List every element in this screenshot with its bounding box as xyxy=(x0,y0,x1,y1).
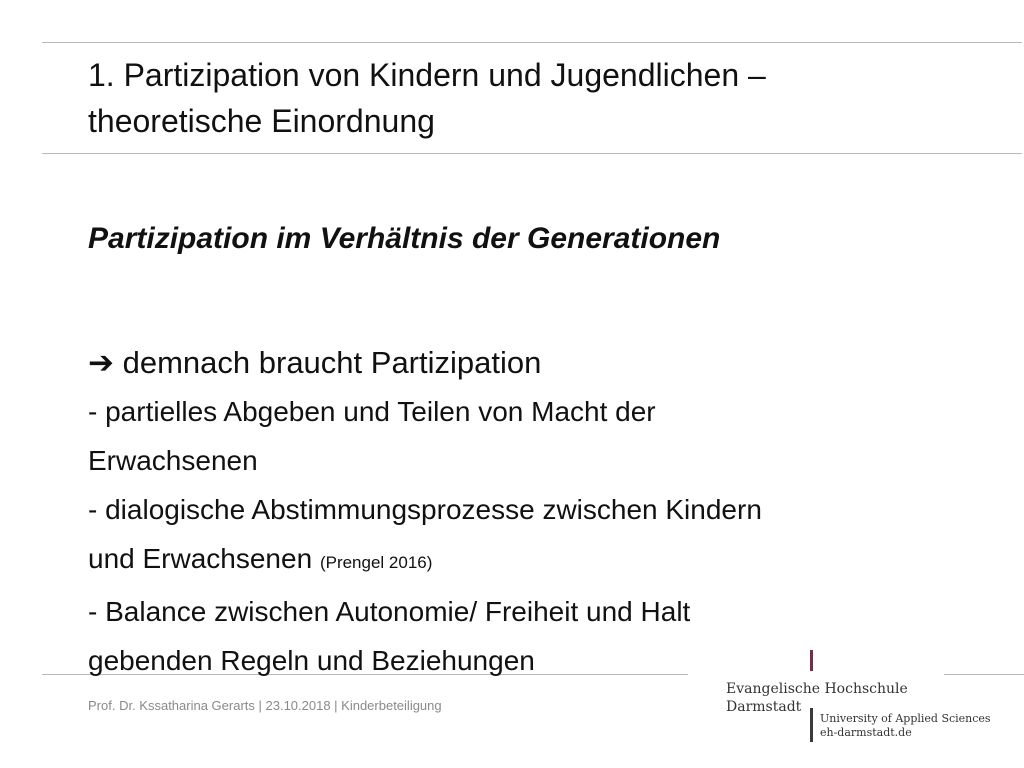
bullet-1-line2: Erwachsenen xyxy=(88,445,258,476)
logo-sub-line2: eh-darmstadt.de xyxy=(820,726,912,739)
bullet-1-line1: - partielles Abgeben und Teilen von Macht der xyxy=(88,396,656,427)
logo-subline xyxy=(820,712,991,740)
bullet-3-line2: gebenden Regeln und Beziehungen xyxy=(88,645,535,676)
logo-name-line1: Evangelische Hochschule xyxy=(726,681,908,697)
bullet-1 xyxy=(88,387,948,485)
logo-accent-bar xyxy=(810,650,813,671)
bullet-2-line2: und Erwachsenen xyxy=(88,543,313,574)
logo-sub-line1: University of Applied Sciences xyxy=(820,712,991,725)
citation: (Prengel 2016) xyxy=(319,553,433,572)
logo-divider-bar xyxy=(810,708,813,742)
slide-subheading: Partizipation im Verhältnis der Generationen xyxy=(88,222,721,255)
footer-text: Prof. Dr. Kssatharina Gerarts | 23.10.2018 | Kinderbeteiligung xyxy=(88,698,442,713)
institution-logo xyxy=(726,648,1006,748)
lead-line xyxy=(88,338,948,387)
title-bottom-rule xyxy=(42,153,1022,154)
slide-title-line1: 1. Partizipation von Kindern und Jugendlichen – xyxy=(88,57,766,93)
logo-name-line2: Darmstadt xyxy=(726,699,802,715)
slide-body xyxy=(88,338,948,685)
slide-title-line2: theoretische Einordnung xyxy=(88,103,435,139)
logo-name xyxy=(726,680,908,716)
arrow-icon: ➔ xyxy=(88,345,114,380)
bullet-2-line1: - dialogische Abstimmungsprozesse zwischen Kindern xyxy=(88,494,762,525)
bullet-3-line1: - Balance zwischen Autonomie/ Freiheit und Halt xyxy=(88,596,691,627)
bullet-2 xyxy=(88,485,948,587)
slide-title xyxy=(88,52,968,144)
lead-text: demnach braucht Partizipation xyxy=(122,345,542,380)
top-rule xyxy=(42,42,1022,43)
